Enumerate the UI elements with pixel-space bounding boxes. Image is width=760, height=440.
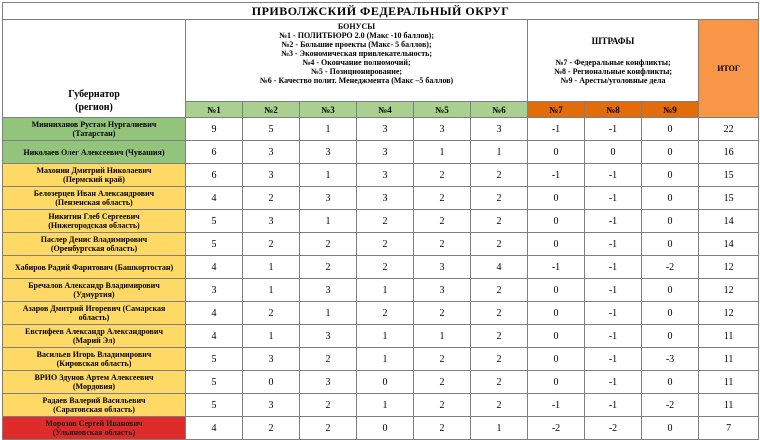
score-cell: 0	[528, 348, 585, 371]
table-row	[3, 279, 759, 302]
column-header-8: №8	[585, 102, 642, 118]
score-cell: 3	[357, 164, 414, 187]
governor-region: (Оренбургская область)	[50, 244, 138, 253]
governor-name-cell	[3, 348, 186, 371]
score-cell: 1	[357, 394, 414, 417]
total-cell: 11	[699, 348, 759, 371]
governor-region: (Нижегородская область)	[48, 221, 140, 230]
score-cell: -2	[642, 256, 699, 279]
score-cell: -2	[585, 417, 642, 440]
score-cell: 0	[642, 371, 699, 394]
score-cell: 5	[243, 118, 300, 141]
governor-name: Никитин Глеб Сергеевич	[48, 212, 140, 221]
score-cell: -1	[585, 187, 642, 210]
governor-name: Бречалов Александр Владимирович	[28, 281, 160, 290]
governor-name-cell	[3, 394, 186, 417]
governor-name: Радаев Валерий Васильевич	[42, 396, 146, 405]
governor-name-cell	[3, 256, 186, 279]
column-header-5: №5	[414, 102, 471, 118]
governor-name-cell	[3, 164, 186, 187]
column-header-9: №9	[642, 102, 699, 118]
page-title: ПРИВОЛЖСКИЙ ФЕДЕРАЛЬНЫЙ ОКРУГ	[3, 3, 759, 20]
score-cell: 3	[357, 118, 414, 141]
score-cell: 2	[414, 164, 471, 187]
table-row	[3, 394, 759, 417]
score-cell: 2	[414, 348, 471, 371]
score-cell: 0	[642, 118, 699, 141]
bonus-legend-line: №4 - Окончание полномочий;	[302, 58, 411, 67]
governor-region: (Удмуртия)	[73, 290, 115, 299]
governor-name: Николаев Олег Алексеевич (Чувашия)	[23, 147, 165, 157]
region-header-label: (регион)	[75, 102, 113, 113]
penalty-legend-line: №9 - Аресты/уголовные дела	[560, 75, 666, 85]
score-cell: 3	[243, 164, 300, 187]
score-cell: 6	[186, 141, 243, 164]
score-cell: 0	[642, 164, 699, 187]
score-cell: -2	[642, 394, 699, 417]
total-cell: 11	[699, 325, 759, 348]
score-cell: 2	[243, 417, 300, 440]
score-cell: 5	[186, 371, 243, 394]
score-cell: 3	[471, 118, 528, 141]
score-cell: -1	[585, 348, 642, 371]
score-cell: 2	[300, 394, 357, 417]
column-header-1: №1	[186, 102, 243, 118]
total-cell: 12	[699, 256, 759, 279]
table-row	[3, 302, 759, 325]
governor-name: Махонин Дмитрий Николаевич	[36, 166, 152, 175]
governor-region: (Ульяновская область)	[52, 428, 136, 437]
score-cell: 2	[471, 279, 528, 302]
bonus-legend-line: №5 - Позиционирование;	[310, 67, 403, 76]
score-cell: 2	[471, 210, 528, 233]
score-cell: 1	[300, 118, 357, 141]
total-cell: 16	[699, 141, 759, 164]
score-cell: -1	[585, 302, 642, 325]
table-row	[3, 164, 759, 187]
score-cell: 5	[186, 210, 243, 233]
score-cell: -1	[528, 256, 585, 279]
governor-name: Минниханов Рустам Нургалиевич	[31, 120, 157, 129]
governor-header	[3, 20, 186, 118]
governor-name: ВРИО Здунов Артем Алексеевич	[34, 373, 154, 382]
score-cell: 9	[186, 118, 243, 141]
score-cell: 2	[300, 348, 357, 371]
score-cell: 0	[528, 302, 585, 325]
table-row	[3, 325, 759, 348]
score-cell: 2	[471, 371, 528, 394]
score-cell: 0	[243, 371, 300, 394]
table-row	[3, 233, 759, 256]
score-cell: 3	[300, 371, 357, 394]
score-cell: 0	[642, 141, 699, 164]
penalty-legend-line: №8 - Региональные конфликты;	[553, 66, 673, 76]
score-cell: 0	[528, 141, 585, 164]
score-cell: 0	[585, 141, 642, 164]
score-cell: 1	[300, 210, 357, 233]
governor-name: Евстифеев Александр Александрович	[24, 327, 163, 336]
score-cell: -1	[585, 279, 642, 302]
score-cell: 3	[357, 187, 414, 210]
score-cell: 0	[642, 417, 699, 440]
governor-region: (Пензенская область)	[55, 198, 133, 207]
score-cell: 2	[414, 233, 471, 256]
column-header-2: №2	[243, 102, 300, 118]
bonus-legend-line: №2 - Большие проекты (Макс- 5 баллов);	[281, 40, 432, 49]
table-row	[3, 187, 759, 210]
bonus-legend-line: №3 - Экономическая привлекательность;	[280, 49, 433, 58]
score-cell: 1	[414, 141, 471, 164]
score-cell: 2	[300, 256, 357, 279]
score-cell: 5	[186, 348, 243, 371]
governor-name: Васильев Игорь Владимирович	[36, 350, 152, 359]
score-cell: 0	[528, 187, 585, 210]
score-cell: 3	[300, 279, 357, 302]
score-cell: 0	[528, 233, 585, 256]
score-cell: -1	[585, 325, 642, 348]
score-cell: 2	[357, 302, 414, 325]
governor-name-cell	[3, 141, 186, 164]
score-cell: 2	[471, 187, 528, 210]
governor-name: Паслер Денис Владимирович	[40, 235, 148, 244]
score-cell: 1	[357, 279, 414, 302]
score-cell: 2	[414, 187, 471, 210]
score-cell: 2	[414, 371, 471, 394]
governor-header-label: Губернатор	[68, 89, 120, 100]
score-cell: 4	[186, 325, 243, 348]
table-row	[3, 417, 759, 440]
governor-name-cell	[3, 187, 186, 210]
score-cell: 1	[357, 325, 414, 348]
score-cell: 2	[243, 233, 300, 256]
score-cell: -1	[585, 118, 642, 141]
score-cell: 2	[471, 394, 528, 417]
governor-name: Азаров Дмитрий Игоревич (Самарская	[22, 304, 166, 313]
governor-name-cell	[3, 302, 186, 325]
score-cell: -1	[528, 118, 585, 141]
table-row	[3, 210, 759, 233]
penalty-legend-line: №7 - Федеральные конфликты;	[555, 57, 671, 67]
column-header-7: №7	[528, 102, 585, 118]
score-cell: 1	[243, 256, 300, 279]
score-cell: 1	[300, 164, 357, 187]
score-cell: 0	[642, 302, 699, 325]
score-cell: 0	[642, 210, 699, 233]
penalty-legend	[528, 20, 699, 102]
score-cell: 4	[186, 417, 243, 440]
score-cell: 2	[471, 302, 528, 325]
governor-region: область)	[78, 313, 110, 322]
governor-region: (Татарстан)	[72, 129, 116, 138]
score-cell: 2	[471, 325, 528, 348]
score-cell: 0	[528, 210, 585, 233]
column-header-6: №6	[471, 102, 528, 118]
score-cell: 4	[186, 256, 243, 279]
score-cell: 3	[243, 394, 300, 417]
score-cell: 0	[528, 325, 585, 348]
score-cell: 2	[243, 187, 300, 210]
governor-name-cell	[3, 118, 186, 141]
total-cell: 12	[699, 302, 759, 325]
score-cell: 1	[471, 417, 528, 440]
score-cell: 1	[357, 348, 414, 371]
score-cell: 0	[528, 371, 585, 394]
governor-region: (Пермский край)	[63, 175, 125, 184]
score-cell: 3	[300, 141, 357, 164]
score-cell: 2	[357, 233, 414, 256]
score-cell: 1	[243, 325, 300, 348]
total-header: ИТОГ	[699, 20, 759, 118]
score-cell: 2	[414, 394, 471, 417]
governor-name: Белозерцев Иван Александрович	[33, 189, 155, 198]
bonus-legend-line: №1 - ПОЛИТБЮРО 2.0 (Макс -10 баллов);	[279, 31, 434, 40]
total-cell: 14	[699, 233, 759, 256]
governor-name-cell	[3, 279, 186, 302]
score-cell: 2	[243, 302, 300, 325]
score-cell: 3	[186, 279, 243, 302]
total-cell: 11	[699, 371, 759, 394]
score-cell: -1	[585, 394, 642, 417]
score-cell: 0	[357, 371, 414, 394]
score-cell: 6	[186, 164, 243, 187]
total-cell: 15	[699, 187, 759, 210]
governor-name-cell	[3, 233, 186, 256]
governor-region: (Кировская область)	[56, 359, 132, 368]
score-cell: 2	[414, 210, 471, 233]
total-cell: 22	[699, 118, 759, 141]
score-cell: 1	[414, 325, 471, 348]
score-cell: 1	[471, 141, 528, 164]
governor-region: (Марий Эл)	[72, 336, 116, 345]
score-cell: 0	[528, 279, 585, 302]
score-cell: 2	[300, 417, 357, 440]
score-cell: -1	[585, 210, 642, 233]
bonus-legend-line: №6 - Качество полит. Менеджмента (Макс –5 баллов)	[259, 76, 454, 85]
federal-district-rating-table	[2, 2, 758, 435]
score-cell: 0	[357, 417, 414, 440]
score-cell: 5	[186, 233, 243, 256]
score-cell: 3	[357, 141, 414, 164]
total-cell: 12	[699, 279, 759, 302]
score-cell: -1	[528, 394, 585, 417]
governor-region: (Мордовия)	[72, 382, 116, 391]
score-cell: 1	[300, 302, 357, 325]
score-cell: 3	[414, 118, 471, 141]
score-cell: 3	[300, 187, 357, 210]
table-row	[3, 371, 759, 394]
score-cell: 0	[642, 325, 699, 348]
governor-rows	[3, 118, 759, 440]
score-cell: 3	[243, 210, 300, 233]
governor-name-cell	[3, 210, 186, 233]
governor-name-cell	[3, 417, 186, 440]
score-cell: -1	[585, 233, 642, 256]
governor-name: Хабиров Радий Фаритович (Башкортостан)	[14, 262, 174, 272]
governor-name-cell	[3, 325, 186, 348]
score-cell: -1	[585, 371, 642, 394]
score-cell: -1	[585, 164, 642, 187]
score-cell: 2	[414, 302, 471, 325]
score-cell: 2	[471, 233, 528, 256]
governor-region: (Саратовская область)	[53, 405, 135, 414]
table-row	[3, 118, 759, 141]
table-row	[3, 348, 759, 371]
score-cell: 4	[186, 302, 243, 325]
governor-name: Морозов Сергей Иванович	[45, 419, 143, 428]
table-row	[3, 256, 759, 279]
score-cell: 4	[186, 187, 243, 210]
score-cell: 3	[300, 325, 357, 348]
score-cell: -1	[585, 256, 642, 279]
score-cell: -3	[642, 348, 699, 371]
penalty-title: ШТРАФЫ	[591, 35, 635, 46]
bonus-title: БОНУСЫ	[337, 22, 376, 31]
column-header-4: №4	[357, 102, 414, 118]
score-cell: 2	[357, 256, 414, 279]
score-cell: 3	[243, 348, 300, 371]
score-cell: 3	[414, 256, 471, 279]
bonus-legend	[186, 20, 528, 102]
score-cell: -1	[528, 164, 585, 187]
table-row	[3, 141, 759, 164]
score-cell: 1	[243, 279, 300, 302]
score-cell: 2	[471, 164, 528, 187]
rating-grid	[2, 2, 759, 440]
score-cell: 2	[300, 233, 357, 256]
score-cell: 2	[414, 417, 471, 440]
total-cell: 14	[699, 210, 759, 233]
column-header-3: №3	[300, 102, 357, 118]
score-cell: 3	[243, 141, 300, 164]
score-cell: 0	[642, 233, 699, 256]
score-cell: -2	[528, 417, 585, 440]
score-cell: 0	[642, 187, 699, 210]
governor-name-cell	[3, 371, 186, 394]
score-cell: 0	[642, 279, 699, 302]
score-cell: 3	[414, 279, 471, 302]
total-cell: 7	[699, 417, 759, 440]
score-cell: 2	[471, 348, 528, 371]
score-cell: 5	[186, 394, 243, 417]
score-cell: 4	[471, 256, 528, 279]
total-cell: 15	[699, 164, 759, 187]
total-cell: 11	[699, 394, 759, 417]
score-cell: 2	[357, 210, 414, 233]
